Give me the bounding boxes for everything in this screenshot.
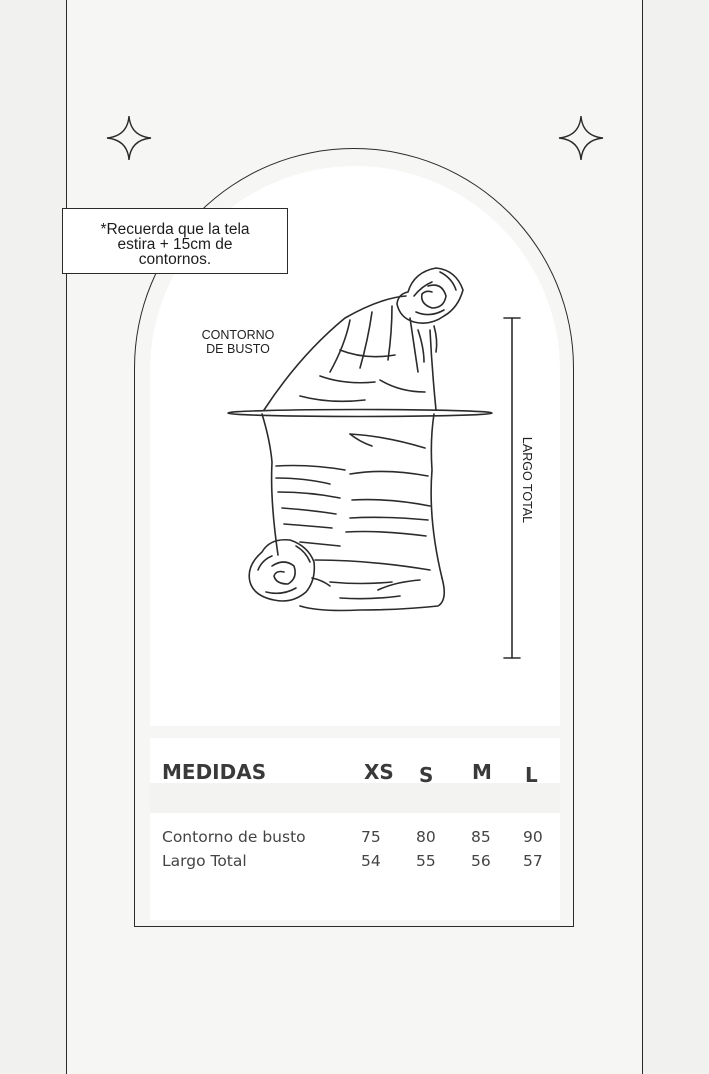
bust-label-line: CONTORNO — [201, 328, 275, 342]
cell-length-s: 55 — [416, 852, 436, 870]
cell-bust-xs: 75 — [361, 828, 381, 846]
size-header-m: M — [472, 760, 492, 784]
cell-bust-l: 90 — [523, 828, 543, 846]
cell-length-xs: 54 — [361, 852, 381, 870]
bust-label — [190, 328, 286, 356]
note-line: estira + 15cm de — [117, 236, 233, 253]
length-label: LARGO TOTAL — [520, 436, 534, 524]
row-label-length: Largo Total — [162, 852, 247, 870]
row-label-bust: Contorno de busto — [162, 828, 306, 846]
size-header-l: L — [525, 763, 538, 787]
size-header-s: S — [419, 763, 434, 787]
note-line: *Recuerda que la tela — [100, 221, 250, 238]
table-title: MEDIDAS — [162, 760, 267, 784]
note-line: contornos. — [138, 251, 212, 268]
cell-bust-m: 85 — [471, 828, 491, 846]
cell-bust-s: 80 — [416, 828, 436, 846]
bust-label-line: DE BUSTO — [206, 342, 270, 356]
cell-length-m: 56 — [471, 852, 491, 870]
cell-length-l: 57 — [523, 852, 543, 870]
size-header-xs: XS — [364, 760, 394, 784]
